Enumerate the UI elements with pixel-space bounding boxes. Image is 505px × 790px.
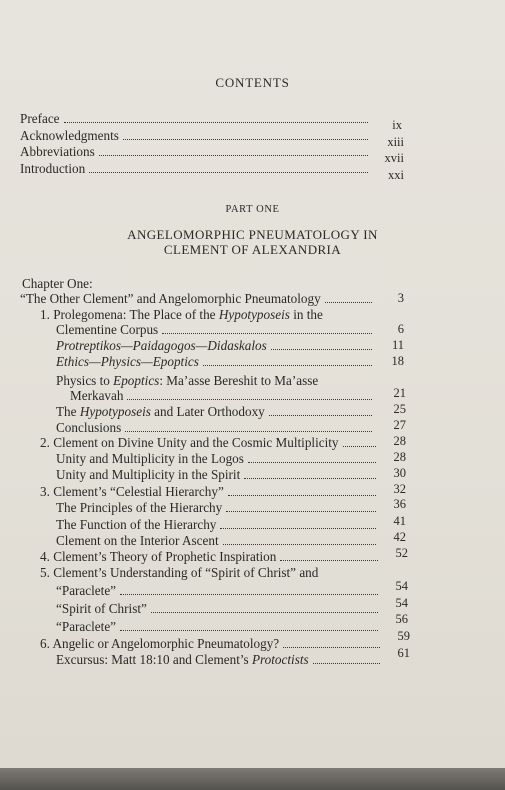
page-number: 52: [395, 546, 408, 560]
toc-entry-celestial-hierarchy: 3. Clement’s “Celestial Hierarchy”: [40, 484, 380, 499]
toc-entry-conclusions: Conclusions: [56, 420, 376, 435]
page-edge-shadow: [0, 768, 505, 790]
toc-entry-spirit-of-christ: “Spirit of Christ”: [56, 601, 382, 616]
toc-entry-angelic-pneumatology: 6. Angelic or Angelomorphic Pneumatology?: [40, 636, 384, 651]
toc-entry-divine-unity: 2. Clement on Divine Unity and the Cosmic Multiplicity: [40, 435, 380, 450]
page-number: 61: [397, 646, 410, 660]
toc-entry-function-hierarchy: The Function of the Hierarchy: [56, 517, 380, 532]
toc-entry-clementine-corpus: Clementine Corpus: [56, 322, 376, 337]
page-number: 11: [391, 338, 404, 352]
toc-entry-introduction: Introduction: [20, 161, 372, 176]
page-number: 25: [393, 402, 406, 416]
toc-entry-spirit-of-christ-paraclete: 5. Clement’s Understanding of “Spirit of Christ” and: [40, 565, 319, 580]
part-title-line-1: ANGELOMORPHIC PNEUMATOLOGY IN: [127, 227, 378, 242]
part-label: PART ONE: [225, 204, 280, 215]
toc-entry-prolegomena: 1. Prolegomena: The Place of the Hypotyposeis in the: [40, 307, 323, 322]
page-number: 32: [393, 482, 406, 496]
toc-entry-physics-to-epoptics: Physics to Epoptics: Ma’asse Bereshit to Ma’asse: [56, 373, 319, 388]
page-number: 59: [397, 629, 410, 643]
toc-entry-preface: Preface: [20, 111, 372, 126]
page-number: 54: [395, 596, 408, 610]
toc-entry-chapter-one: “The Other Clement” and Angelomorphic Pneumatology: [20, 291, 376, 306]
page-number: 36: [393, 497, 406, 511]
page-number: 54: [395, 579, 408, 593]
page-number: 28: [393, 434, 406, 448]
toc-entry-protreptikos: Protreptikos—Paidagogos—Didaskalos: [56, 338, 376, 353]
chapter-label: Chapter One:: [22, 276, 93, 291]
page-number: 42: [393, 530, 406, 544]
toc-entry-unity-logos: Unity and Multiplicity in the Logos: [56, 451, 380, 466]
page-number: 27: [393, 418, 406, 432]
toc-entry-hypotyposeis-orthodoxy: The Hypotyposeis and Later Orthodoxy: [56, 404, 376, 419]
toc-entry-prophetic-inspiration: 4. Clement’s Theory of Prophetic Inspiration: [40, 549, 382, 564]
page-number: 6: [397, 322, 404, 336]
toc-entry-principles-hierarchy: The Principles of the Hierarchy: [56, 500, 380, 515]
page-number: xiii: [387, 135, 404, 149]
page-number: xxi: [388, 168, 404, 182]
toc-entry-acknowledgments: Acknowledgments: [20, 128, 372, 143]
toc-entry-abbreviations: Abbreviations: [20, 144, 372, 159]
contents-heading: CONTENTS: [215, 75, 290, 90]
page-number: 28: [393, 450, 406, 464]
toc-entry-merkavah: Merkavah: [70, 388, 376, 403]
page-number: xvii: [384, 151, 404, 165]
page-number: 21: [393, 386, 406, 400]
page-number: 30: [393, 466, 406, 480]
page-number: 3: [397, 291, 404, 305]
page-number: 41: [393, 514, 406, 528]
part-title-line-2: CLEMENT OF ALEXANDRIA: [163, 242, 342, 257]
page-number: 18: [391, 354, 404, 368]
toc-entry-interior-ascent: Clement on the Interior Ascent: [56, 533, 380, 548]
page-number: 56: [395, 612, 408, 626]
toc-entry-unity-spirit: Unity and Multiplicity in the Spirit: [56, 467, 380, 482]
toc-entry-paraclete-heading: “Paraclete”: [56, 583, 382, 598]
toc-entry-excursus: Excursus: Matt 18:10 and Clement’s Protoctists: [56, 652, 384, 667]
toc-entry-paraclete: “Paraclete”: [56, 619, 382, 634]
page-number: ix: [392, 118, 402, 132]
toc-entry-ethics-physics-epoptics: Ethics—Physics—Epoptics: [56, 354, 376, 369]
